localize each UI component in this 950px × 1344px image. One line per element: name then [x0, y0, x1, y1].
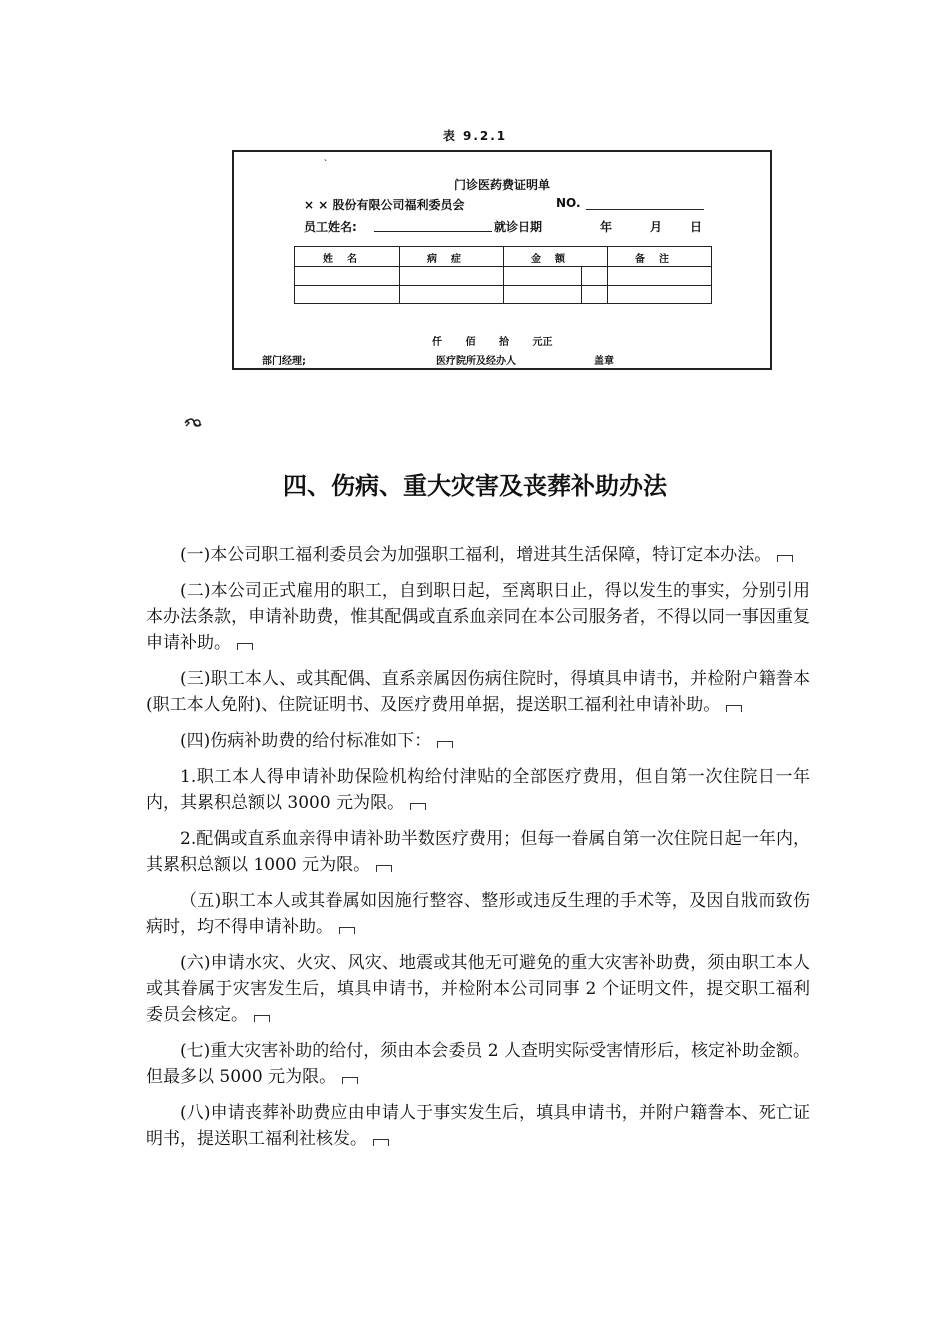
- column-header-remarks: 备注: [635, 254, 683, 265]
- column-header-amount: 金额: [531, 254, 579, 265]
- paragraph-mark-icon: [777, 555, 793, 562]
- paragraph-text: (八)申请丧葬补助费应由申请人于事实发生后，填具申请书，并附户籍誊本、死亡证明书，提送职工福利社核发。: [146, 1103, 810, 1149]
- paragraph-mark-icon: [254, 1015, 270, 1022]
- paragraph-text: (七)重大灾害补助的给付，须由本会委员 2 人查明实际受害情形后，核定补助金额。但最多以 5000 元为限。: [146, 1041, 810, 1087]
- paragraph-text: (一)本公司职工福利委员会为加强职工福利，增进其生活保障，特订定本办法。: [180, 545, 772, 565]
- paragraph: [146, 950, 810, 1028]
- paragraph-mark-icon: [339, 927, 355, 934]
- paragraph: [146, 888, 810, 940]
- form-no-blank: [586, 209, 704, 210]
- paragraph-mark-icon: [342, 1077, 358, 1084]
- column-header-condition: 病症: [427, 254, 475, 265]
- form-day: 日: [690, 220, 703, 234]
- paragraph-text: 2.配偶或直系血亲得申请补助半数医疗费用；但每一眷属自第一次住院日起一年内，其累积总额以 1000 元为限。: [146, 829, 810, 875]
- form-amount-units: 仟 佰 拾 元正: [432, 337, 553, 348]
- form-month: 月: [650, 220, 663, 234]
- form-seal-label: 盖章: [594, 356, 614, 367]
- paragraph: [146, 1038, 810, 1090]
- table-caption: 表 9.2.1: [442, 129, 508, 143]
- paragraph-mark-icon: [410, 803, 426, 810]
- form-table-divider: [581, 267, 582, 303]
- form-year: 年: [600, 220, 613, 234]
- paragraph: [146, 1100, 810, 1152]
- paragraph-text: (六)申请水灾、火灾、风灾、地震或其他无可避免的重大灾害补助费，须由职工本人或其眷属于灾害发生后，填具申请书，并检附本公司同事 2 个证明文件，提交职工福利委员会核定。: [146, 953, 810, 1025]
- form-title: 门诊医药费证明单: [453, 178, 550, 192]
- paragraph-mark-icon: [237, 643, 253, 650]
- paragraph-mark-icon: [437, 741, 453, 748]
- paragraph-mark-icon: [376, 865, 392, 872]
- form-manager-label: 部门经理;: [262, 356, 306, 367]
- form-employee-blank: [374, 231, 492, 232]
- section-heading: 四、伤病、重大灾害及丧葬补助办法: [283, 472, 667, 500]
- paragraph-text: (二)本公司正式雇用的职工，自到职日起，至离职日止，得以发生的事实，分别引用本办法条款，申请补助费，惟其配偶或直系血亲同在本公司服务者，不得以同一事因重复申请补助。: [146, 581, 810, 653]
- paragraph-text: 1.职工本人得申请补助保险机构给付津贴的全部医疗费用，但自第一次住院日一年内，其累积总额以 3000 元为限。: [146, 767, 810, 813]
- paragraph: [146, 826, 810, 878]
- paragraph-text: （五)职工本人或其眷属如因施行整容、整形或违反生理的手术等，及因自戕而致伤病时，均不得申请补助。: [146, 891, 810, 937]
- paragraph: [146, 666, 810, 718]
- paragraph: [146, 764, 810, 816]
- medical-expense-form-image: [232, 150, 772, 370]
- paragraph-text: (三)职工本人、或其配偶、直系亲属因伤病住院时，得填具申请书，并检附户籍誊本(职工本人免附)、住院证明书、及医疗费用单据，提送职工福利社申请补助。: [146, 669, 810, 715]
- paragraph-text: (四)伤病补助费的给付标准如下：: [180, 731, 432, 751]
- anchor-icon: [183, 416, 203, 430]
- form-hospital-label: 医疗院所及经办人: [436, 356, 516, 367]
- form-company: × × 股份有限公司福利委员会: [304, 198, 465, 212]
- paragraph: [146, 728, 810, 754]
- scan-mark: `: [324, 159, 328, 168]
- document-body: [146, 542, 810, 1162]
- form-table: [294, 246, 712, 304]
- paragraph: [146, 578, 810, 656]
- paragraph-mark-icon: [373, 1139, 389, 1146]
- column-header-name: 姓名: [323, 254, 371, 265]
- paragraph-mark-icon: [726, 705, 742, 712]
- form-employee-label: 员工姓名:: [304, 220, 357, 234]
- form-no-label: NO.: [556, 196, 581, 210]
- paragraph: [146, 542, 810, 568]
- form-visit-date-label: 就诊日期: [494, 220, 543, 234]
